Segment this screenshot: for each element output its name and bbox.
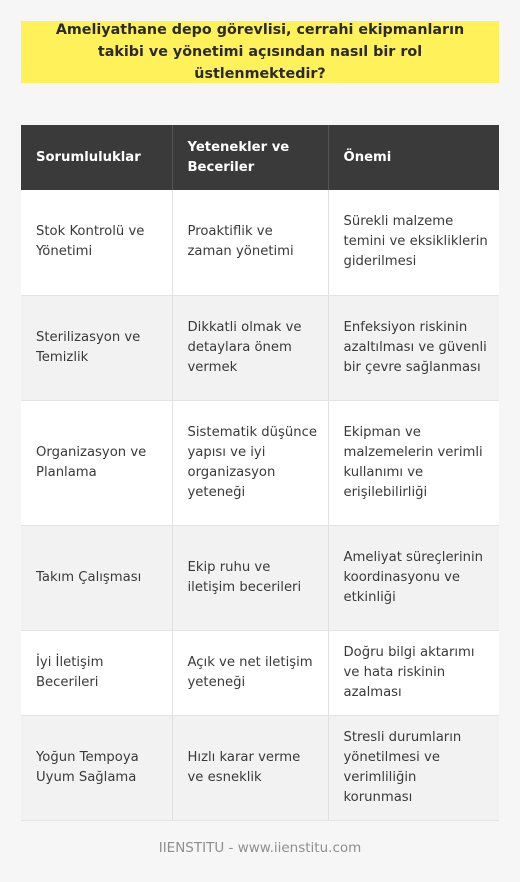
table-row xyxy=(21,715,499,820)
title-banner xyxy=(21,21,499,83)
table-row xyxy=(21,630,499,715)
cell-responsibility: İyi İletişim Becerileri xyxy=(21,630,172,715)
cell-responsibility: Stok Kontrolü ve Yönetimi xyxy=(21,190,172,295)
cell-skill: Proaktiflik ve zaman yönetimi xyxy=(172,190,328,295)
cell-responsibility: Takım Çalışması xyxy=(21,525,172,630)
responsibility-table xyxy=(21,125,499,821)
table-row xyxy=(21,525,499,630)
table-row xyxy=(21,400,499,525)
cell-responsibility: Organizasyon ve Planlama xyxy=(21,400,172,525)
cell-skill: Dikkatli olmak ve detaylara önem vermek xyxy=(172,295,328,400)
cell-skill: Ekip ruhu ve iletişim becerileri xyxy=(172,525,328,630)
cell-skill: Hızlı karar verme ve esneklik xyxy=(172,715,328,820)
cell-skill: Açık ve net iletişim yeteneği xyxy=(172,630,328,715)
cell-importance: Doğru bilgi aktarımı ve hata riskinin azalması xyxy=(328,630,499,715)
column-header-skills: Yetenekler ve Beceriler xyxy=(172,125,328,190)
cell-importance: Ekipman ve malzemelerin verimli kullanımı ve erişilebilirliği xyxy=(328,400,499,525)
cell-responsibility: Sterilizasyon ve Temizlik xyxy=(21,295,172,400)
cell-importance: Stresli durumların yönetilmesi ve verimliliğin korunması xyxy=(328,715,499,820)
cell-responsibility: Yoğun Tempoya Uyum Sağlama xyxy=(21,715,172,820)
footer-credit: IIENSTITU - www.iienstitu.com xyxy=(158,840,362,856)
column-header-importance: Önemi xyxy=(328,125,499,190)
cell-importance: Enfeksiyon riskinin azaltılması ve güvenli bir çevre sağlanması xyxy=(328,295,499,400)
table-row xyxy=(21,295,499,400)
page-title: Ameliyathane depo görevlisi, cerrahi ekipmanların takibi ve yönetimi açısından nasıl bir rol üstlenmektedir? xyxy=(55,22,465,82)
cell-skill: Sistematik düşünce yapısı ve iyi organizasyon yeteneği xyxy=(172,400,328,525)
column-header-responsibilities: Sorumluluklar xyxy=(21,125,172,190)
cell-importance: Ameliyat süreçlerinin koordinasyonu ve etkinliği xyxy=(328,525,499,630)
cell-importance: Sürekli malzeme temini ve eksikliklerin giderilmesi xyxy=(328,190,499,295)
table-row xyxy=(21,190,499,295)
table-header-row xyxy=(21,125,499,190)
